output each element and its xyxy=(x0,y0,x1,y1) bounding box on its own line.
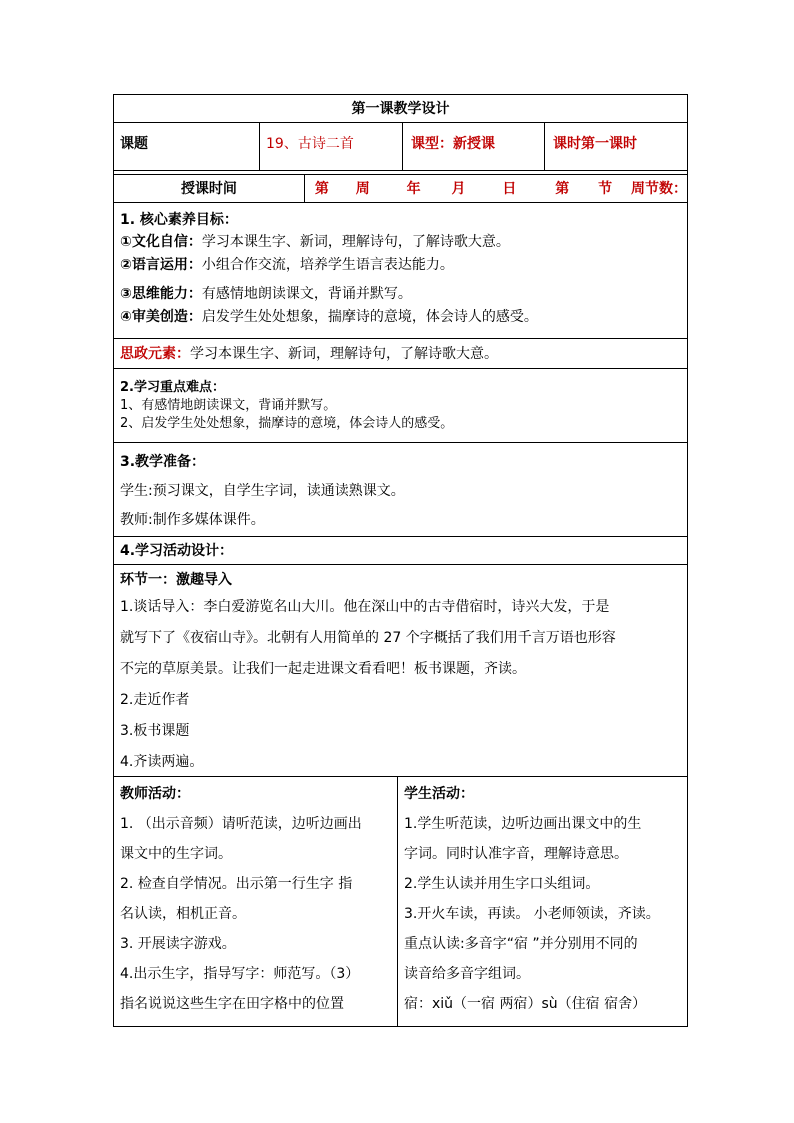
section1-item: 4.齐读两遍。 xyxy=(120,754,204,770)
section1-line: 1.谈话导入：李白爱游览名山大川。他在深山中的古寺借宿时，诗兴大发，于是 xyxy=(120,599,610,615)
student-line: 字词。同时认准字音，理解诗意思。 xyxy=(404,846,628,862)
section1-item: 2.走近作者 xyxy=(120,692,190,708)
time-field-day: 日 xyxy=(502,181,517,197)
activities-table xyxy=(113,777,688,1027)
time-field-section-prefix: 第 xyxy=(555,181,570,197)
student-line: 宿：xiǔ（一宿 两宿）sù（住宿 宿舍） xyxy=(404,996,647,1012)
teacher-line: 2. 检查自学情况。出示第一行生字 指 xyxy=(120,876,353,892)
section1-line: 不完的草原美景。让我们一起走进课文看看吧！板书课题，齐读。 xyxy=(120,661,526,677)
teacher-line: 课文中的生字词。 xyxy=(120,846,232,862)
student-line: 2.学生认读并用生字口头组词。 xyxy=(404,876,600,892)
keypoints-section xyxy=(113,369,688,443)
prep-item: 教师:制作多媒体课件。 xyxy=(120,512,265,528)
time-row xyxy=(113,175,688,203)
goal-item: ④审美创造：启发学生处处想象，揣摩诗的意境，体会诗人的感受。 xyxy=(120,309,538,325)
time-field-year: 年 xyxy=(406,181,421,197)
time-label: 授课时间 xyxy=(180,181,237,197)
teacher-line: 1. （出示音频）请听范读，边听边画出 xyxy=(120,816,362,832)
section1-line: 就写下了《夜宿山寺》。北朝有人用简单的 27 个字概括了我们用千言万语也形容 xyxy=(120,630,616,646)
section1 xyxy=(113,565,688,777)
activity-heading: 4.学习活动设计： xyxy=(113,537,688,565)
topic-value: 19、古诗二首 xyxy=(259,123,402,170)
student-line: 1.学生听范读，边听边画出课文中的生 xyxy=(404,816,642,832)
keypoint-item: 2、启发学生处处想象，揣摩诗的意境，体会诗人的感受。 xyxy=(120,416,454,431)
prep-item: 学生:预习课文，自学生字词，读通读熟课文。 xyxy=(120,483,405,499)
lesson-type: 课型：新授课 xyxy=(402,123,544,170)
prep-section xyxy=(113,443,688,537)
core-goals-section xyxy=(113,203,688,339)
student-activities xyxy=(397,777,687,1026)
time-field-month: 月 xyxy=(451,181,466,197)
teacher-line: 指名说说这些生字在田字格中的位置 xyxy=(120,996,344,1012)
document-title: 第一课教学设计 xyxy=(113,94,688,123)
lesson-plan-document xyxy=(113,94,688,1027)
goal-item: ③思维能力：有感情地朗读课文，背诵并默写。 xyxy=(120,286,412,302)
prep-heading: 3.教学准备： xyxy=(120,454,206,470)
time-fields xyxy=(304,175,687,202)
section1-item: 3.板书课题 xyxy=(120,723,190,739)
ideology-text: 学习本课生字、新词，理解诗句，了解诗歌大意。 xyxy=(190,346,498,362)
teacher-line: 4.出示生字，指导写字：师范写。（3） xyxy=(120,966,360,982)
goal-item: ①文化自信：学习本课生字、新词，理解诗句，了解诗歌大意。 xyxy=(120,234,510,250)
teacher-line: 名认读，相机正音。 xyxy=(120,906,246,922)
teacher-activities xyxy=(114,777,397,1026)
lesson-period: 课时第一课时 xyxy=(544,123,687,170)
teacher-line: 3. 开展读字游戏。 xyxy=(120,936,236,952)
student-line: 3.开火车读，再读。 小老师领读，齐读。 xyxy=(404,906,660,922)
time-field-week: 周 xyxy=(355,181,370,197)
time-field-weekly-count: 周节数： xyxy=(631,181,687,197)
ideology-row xyxy=(113,339,688,369)
section1-heading: 环节一：激趣导入 xyxy=(120,572,232,588)
student-line: 重点认读:多音字“宿 ”并分别用不同的 xyxy=(404,936,638,952)
goals-heading: 1. 核心素养目标： xyxy=(120,212,238,228)
student-line: 读音给多音字组词。 xyxy=(404,966,530,982)
teacher-heading: 教师活动： xyxy=(120,786,190,802)
time-field-section: 节 xyxy=(598,181,613,197)
time-field-week-prefix: 第 xyxy=(314,181,329,197)
topic-label: 课题 xyxy=(120,136,148,152)
keypoint-item: 1、有感情地朗读课文，背诵并默写。 xyxy=(120,398,337,413)
ideology-tag: 思政元素： xyxy=(120,346,190,362)
topic-row xyxy=(113,123,688,171)
keypoints-heading: 2.学习重点难点： xyxy=(120,380,225,395)
goal-item: ②语言运用：小组合作交流，培养学生语言表达能力。 xyxy=(120,257,454,273)
student-heading: 学生活动： xyxy=(404,786,474,802)
